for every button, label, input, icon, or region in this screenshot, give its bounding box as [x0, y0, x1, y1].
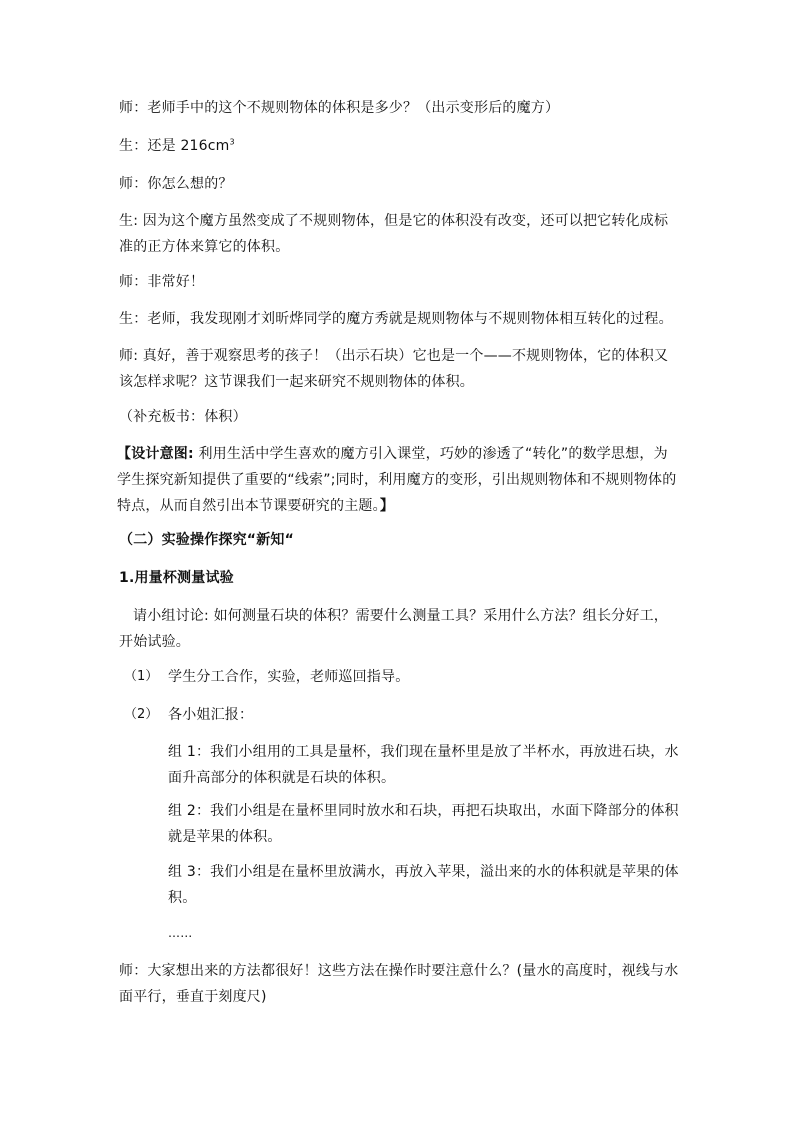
paragraph-board-note: （补充板书：体积）	[119, 409, 247, 425]
paragraph-teacher-question: 师：老师手中的这个不规则物体的体积是多少？（出示变形后的魔方）	[119, 100, 560, 116]
paragraph-design-intent	[117, 441, 681, 519]
section-heading: （二）实验操作探究“新知“	[119, 532, 295, 548]
list-item-1: 学生分工合作，实验，老师巡回指导。	[168, 669, 410, 685]
paragraph-student-explanation: 生: 因为这个魔方虽然变成了不规则物体，但是它的体积没有改变，还可以把它转化成标准的正方体来算它的体积。	[119, 213, 669, 255]
subsection-heading: 1.用量杯测量试验	[119, 570, 234, 586]
group-report-2: 组 2：我们小组是在量杯里同时放水和石块，再把石块取出，水面下降部分的体积就是苹果的体积。	[168, 803, 679, 845]
paragraph-student-answer	[119, 133, 679, 159]
list-number-1: （1）	[124, 669, 159, 684]
list-item-2: 各小姐汇报：	[168, 707, 254, 723]
ellipsis: ……	[168, 926, 193, 940]
group-report-1: 组 1：我们小组用的工具是量杯，我们现在量杯里是放了半杯水，再放进石块，水面升高部分的体积就是石块的体积。	[168, 744, 679, 786]
design-intent-close: 】	[379, 498, 395, 514]
paragraph-teacher-praise: 师：非常好！	[119, 274, 205, 290]
list-number-2: （2）	[124, 707, 159, 722]
group-report-3: 组 3：我们小组是在量杯里放满水，再放入苹果，溢出来的水的体积就是苹果的体积。	[168, 864, 679, 906]
paragraph-teacher-stone: 师: 真好，善于观察思考的孩子！（出示石块）它也是一个——不规则物体，它的体积又该怎样求呢？这节课我们一起来研究不规则物体的体积。	[119, 348, 669, 390]
design-intent-label: 【设计意图:	[117, 446, 194, 462]
design-intent-body: 利用生活中学生喜欢的魔方引入课堂，巧妙的渗透了“转化”的数学思想，为学生探究新知提供了重要的“线索”;同时，利用魔方的变形，引出规则物体和不规则物体的特点，从而自然引出本节课要研究的主题。	[117, 446, 677, 514]
paragraph-group-discussion: 请小组讨论: 如何测量石块的体积？需要什么测量工具？采用什么方法？组长分好工，开始试验。	[119, 608, 668, 650]
paragraph-teacher-how: 师：你怎么想的？	[119, 176, 233, 192]
paragraph-student-discovery: 生：老师，我发现刚才刘昕烨同学的魔方秀就是规则物体与不规则物体相互转化的过程。	[119, 311, 673, 327]
paragraph-teacher-summary: 师：大家想出来的方法都很好！这些方法在操作时要注意什么？(量水的高度时，视线与水面平行，垂直于刻度尺)	[119, 963, 679, 1005]
student-answer-text: 生：还是 216cm	[119, 138, 230, 154]
cubic-superscript: 3	[229, 137, 235, 147]
